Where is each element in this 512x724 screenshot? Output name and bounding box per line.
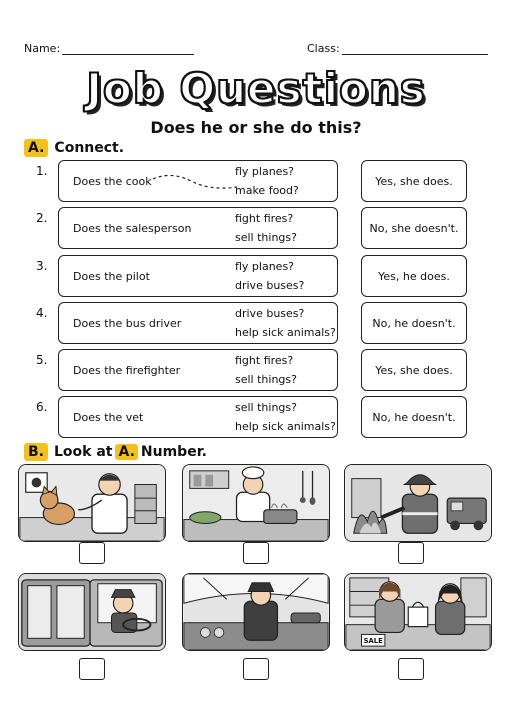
question-option-1[interactable]: fight fires? (235, 354, 294, 367)
vet-number-box[interactable] (79, 542, 105, 564)
question-row (24, 207, 484, 251)
question-subject: Does the salesperson (73, 222, 192, 235)
answer-text: No, he doesn't. (372, 410, 456, 424)
section-b-text-before: Look at (54, 444, 113, 460)
class-label: Class: (307, 42, 340, 55)
answer-box (361, 207, 467, 249)
question-subject: Does the firefighter (73, 364, 181, 377)
title-wrap (0, 64, 512, 114)
question-option-2[interactable]: help sick animals? (235, 420, 336, 433)
cook-picture (182, 464, 330, 542)
question-option-1[interactable]: drive buses? (235, 307, 305, 320)
question-option-2[interactable]: sell things? (235, 373, 297, 386)
question-row (24, 349, 484, 393)
cook-number-box[interactable] (243, 542, 269, 564)
answer-text: Yes, she does. (375, 363, 453, 377)
question-box[interactable] (58, 396, 338, 438)
section-b-text-after: Number. (140, 444, 207, 460)
name-field[interactable] (62, 54, 194, 55)
answer-box (361, 160, 467, 202)
answer-text: No, she doesn't. (369, 221, 459, 235)
answer-text: No, he doesn't. (372, 316, 456, 330)
cook-illustration (183, 465, 329, 541)
salesperson-picture (344, 573, 492, 651)
question-subject: Does the cook (73, 175, 152, 188)
question-subject: Does the vet (73, 411, 144, 424)
section-b-badge: B. (24, 443, 48, 461)
vet-picture (18, 464, 166, 542)
answer-box (361, 349, 467, 391)
question-option-2[interactable]: make food? (235, 184, 299, 197)
answer-box (361, 396, 467, 438)
question-option-1[interactable]: sell things? (235, 401, 297, 414)
answer-text: Yes, she does. (375, 174, 453, 188)
section-b-heading (24, 443, 207, 461)
page-title: Job Questions (86, 64, 426, 113)
question-subject: Does the bus driver (73, 317, 182, 330)
pilot-illustration (183, 574, 329, 650)
question-number: 6. (36, 400, 48, 414)
question-number: 4. (36, 306, 48, 320)
question-row (24, 160, 484, 204)
question-row (24, 396, 484, 440)
question-box[interactable] (58, 207, 338, 249)
question-option-1[interactable]: fly planes? (235, 260, 295, 273)
question-box[interactable] (58, 255, 338, 297)
question-row (24, 255, 484, 299)
question-option-2[interactable]: sell things? (235, 231, 297, 244)
section-a-badge: A. (24, 139, 48, 157)
question-number: 3. (36, 259, 48, 273)
question-box[interactable] (58, 160, 338, 202)
salesperson-illustration (345, 574, 491, 650)
sale-sign-text: SALE (363, 637, 383, 646)
pilot-picture (182, 573, 330, 651)
salesperson-number-box[interactable] (398, 658, 424, 680)
question-option-2[interactable]: help sick animals? (235, 326, 336, 339)
section-a-label: Connect. (54, 140, 125, 156)
answer-box (361, 302, 467, 344)
question-row (24, 302, 484, 346)
bus-driver-illustration (19, 574, 165, 650)
bus-driver-number-box[interactable] (79, 658, 105, 680)
question-number: 5. (36, 353, 48, 367)
firefighter-picture (344, 464, 492, 542)
example-connect-line (151, 173, 241, 191)
question-box[interactable] (58, 302, 338, 344)
answer-box (361, 255, 467, 297)
question-option-2[interactable]: drive buses? (235, 279, 305, 292)
bus-driver-picture (18, 573, 166, 651)
vet-illustration (19, 465, 165, 541)
question-option-1[interactable]: fight fires? (235, 212, 294, 225)
firefighter-number-box[interactable] (398, 542, 424, 564)
pilot-number-box[interactable] (243, 658, 269, 680)
section-b-ref-badge: A. (115, 444, 137, 460)
question-number: 2. (36, 211, 48, 225)
question-subject: Does the pilot (73, 270, 150, 283)
question-number: 1. (36, 164, 48, 178)
answer-text: Yes, he does. (378, 269, 450, 283)
section-a-heading (24, 139, 124, 157)
name-label: Name: (24, 42, 61, 55)
question-option-1[interactable]: fly planes? (235, 165, 295, 178)
header-row (24, 40, 488, 60)
firefighter-illustration (345, 465, 491, 541)
class-field[interactable] (342, 54, 488, 55)
page-subtitle: Does he or she do this? (150, 118, 362, 137)
question-box[interactable] (58, 349, 338, 391)
